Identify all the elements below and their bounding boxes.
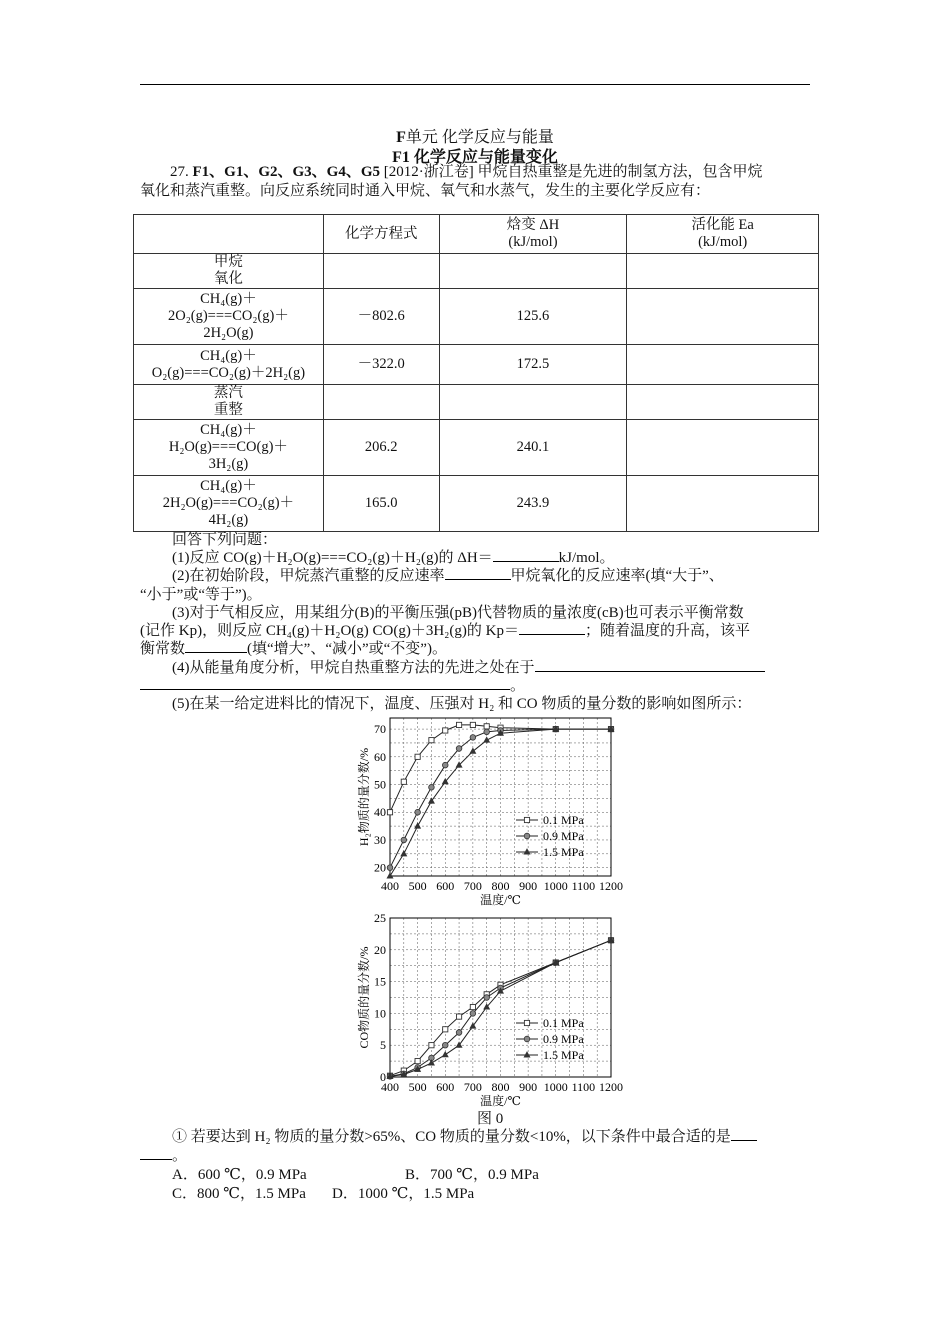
- answer-blank[interactable]: [731, 1140, 757, 1141]
- triangle-marker: [401, 851, 407, 856]
- x-tick-label: 800: [491, 1080, 510, 1094]
- legend-label: 0.9 MPa: [543, 829, 584, 843]
- y-tick-label: 15: [374, 974, 386, 989]
- y-tick-label: 40: [374, 805, 386, 820]
- reaction-equation: CH₄(g)＋ 2H₂O(g)===CO₂(g)＋ 4H₂(g): [134, 476, 324, 532]
- circle-marker: [470, 1011, 476, 1017]
- circle-marker: [429, 784, 435, 790]
- x-tick-label: 1200: [599, 879, 623, 893]
- y-tick-label: 60: [374, 749, 386, 764]
- y-tick-label: 30: [374, 832, 386, 847]
- question-2: (2)在初始阶段，甲烷蒸汽重整的反应速率 甲烷氧化的反应速率(填“大于”、: [172, 568, 724, 584]
- x-tick-label: 400: [381, 879, 399, 893]
- co-x-axis-label: 温度/℃: [480, 1094, 521, 1108]
- circle-marker: [470, 735, 476, 741]
- circle-marker: [415, 809, 421, 815]
- x-tick-label: 700: [463, 879, 482, 893]
- x-tick-label: 500: [408, 1080, 427, 1094]
- x-tick-label: 900: [519, 879, 538, 893]
- answer-blank[interactable]: [185, 652, 247, 653]
- circle-marker: [524, 833, 530, 839]
- sub-question-1-cont: 。: [140, 1147, 187, 1165]
- y-tick-label: 70: [374, 722, 386, 737]
- answer-blank[interactable]: [445, 579, 511, 580]
- triangle-marker: [415, 823, 421, 828]
- square-marker: [415, 754, 420, 759]
- answer-blank[interactable]: [519, 634, 585, 635]
- activation-energy-value: 243.9: [439, 476, 627, 532]
- answer-blank[interactable]: [535, 671, 765, 672]
- h2-x-axis-label: 温度/℃: [480, 893, 521, 907]
- enthalpy-value: 206.2: [323, 420, 439, 476]
- x-tick-label: 1100: [571, 1080, 596, 1094]
- square-marker: [524, 1020, 529, 1025]
- x-tick-label: 1000: [543, 1080, 568, 1094]
- square-marker: [456, 1014, 461, 1019]
- header-activation-energy: 活化能 Ea (kJ/mol): [627, 215, 819, 254]
- circle-marker: [456, 1030, 462, 1036]
- co-y-axis-label: CO物质的量分数/%: [357, 946, 371, 1049]
- question-5: (5)在某一给定进料比的情况下，温度、压强对 H₂ 和 CO 物质的量分数的影响如图所示：: [172, 696, 752, 712]
- answer-blank[interactable]: [493, 561, 559, 562]
- y-tick-label: 20: [374, 860, 386, 875]
- enthalpy-value: －322.0: [323, 345, 439, 385]
- circle-marker: [456, 746, 462, 752]
- triangle-marker: [442, 1052, 448, 1057]
- table-row: [134, 254, 819, 289]
- square-marker: [429, 738, 434, 743]
- answer-blank[interactable]: [140, 689, 510, 690]
- figure-caption: 图 0: [477, 1111, 504, 1127]
- x-tick-label: 800: [491, 879, 510, 893]
- co-fraction-chart: [350, 910, 630, 1108]
- circle-marker: [442, 762, 448, 768]
- y-tick-label: 25: [374, 911, 386, 925]
- square-marker: [470, 1004, 475, 1009]
- reaction-equation: CH₄(g)＋ H₂O(g)===CO(g)＋ 3H₂(g): [134, 420, 324, 476]
- square-marker: [456, 722, 461, 727]
- section-title: F1 化学反应与能量变化: [392, 149, 558, 166]
- activation-energy-value: 125.6: [439, 289, 627, 345]
- circle-marker: [484, 995, 490, 1001]
- question-3-cont: (记作 Kp)，则反应 CH₄(g)＋H₂O(g) CO(g)＋3H₂(g)的 Kp＝ ；随着温度的升高，该平: [140, 623, 750, 639]
- unit-title: F单元 化学反应与能量: [396, 129, 554, 146]
- x-tick-label: 400: [381, 1080, 399, 1094]
- legend-label: 0.1 MPa: [543, 1016, 584, 1030]
- x-tick-label: 900: [519, 1080, 538, 1094]
- legend-label: 1.5 MPa: [543, 1048, 584, 1062]
- circle-marker: [484, 729, 490, 735]
- option-c[interactable]: C．800 ℃，1.5 MPa: [172, 1186, 306, 1202]
- square-marker: [484, 724, 489, 729]
- y-tick-label: 50: [374, 777, 386, 792]
- answers-lead: 回答下列问题：: [172, 532, 278, 548]
- h2-fraction-chart: [350, 712, 630, 907]
- header-equation: 化学方程式: [323, 215, 439, 254]
- square-marker: [401, 779, 406, 784]
- question-intro-line-1: 27. F1、G1、G2、G3、G4、G5 [2012·浙江卷] 甲烷自热重整是先进的制氢方法，包含甲烷: [170, 164, 763, 180]
- table-row: [134, 289, 819, 345]
- option-d[interactable]: D．1000 ℃，1.5 MPa: [332, 1186, 475, 1202]
- option-a[interactable]: A．600 ℃，0.9 MPa: [172, 1167, 307, 1183]
- question-intro-line-2: 氧化和蒸汽重整。向反应系统同时通入甲烷、氧气和水蒸气，发生的主要化学反应有：: [140, 183, 711, 199]
- question-4: (4)从能量角度分析，甲烷自热重整方法的先进之处在于: [172, 659, 765, 677]
- circle-marker: [524, 1036, 530, 1042]
- legend-label: 0.9 MPa: [543, 1032, 584, 1046]
- table-header-row: [134, 215, 819, 254]
- square-marker: [443, 1027, 448, 1032]
- legend-label: 0.1 MPa: [543, 813, 584, 827]
- question-3-cont2: 衡常数 (填“增大”、“减小”或“不变”)。: [140, 641, 447, 657]
- circle-marker: [442, 1042, 448, 1048]
- h2-y-axis-label: H₂物质的量分数/%: [357, 747, 371, 847]
- circle-marker: [387, 865, 393, 871]
- group-methane-oxidation: 甲烷 氧化: [134, 254, 324, 289]
- header-enthalpy: 焓变 ΔH (kJ/mol): [439, 215, 627, 254]
- x-tick-label: 600: [436, 1080, 455, 1094]
- y-tick-label: 10: [374, 1006, 386, 1021]
- table-row: [134, 476, 819, 532]
- reaction-equation: CH₄(g)＋ O₂(g)===CO₂(g)＋2H₂(g): [134, 345, 324, 385]
- y-tick-label: 5: [380, 1038, 386, 1053]
- square-marker: [443, 728, 448, 733]
- x-tick-label: 1200: [599, 1080, 623, 1094]
- circle-marker: [401, 837, 407, 843]
- x-tick-label: 600: [436, 879, 455, 893]
- square-marker: [470, 722, 475, 727]
- x-tick-label: 1100: [571, 879, 596, 893]
- x-tick-label: 1000: [543, 879, 568, 893]
- square-marker: [415, 1059, 420, 1064]
- question-4-cont: 。: [140, 677, 525, 695]
- question-1: (1)反应 CO(g)＋H₂O(g)===CO₂(g)＋H₂(g)的 ΔH＝ kJ/mol。: [172, 550, 615, 566]
- group-steam-reforming: 蒸汽 重整: [134, 385, 324, 420]
- x-tick-label: 700: [463, 1080, 482, 1094]
- answer-blank[interactable]: [140, 1159, 172, 1160]
- option-b[interactable]: B．700 ℃，0.9 MPa: [405, 1167, 539, 1183]
- y-tick-label: 20: [374, 942, 386, 957]
- triangle-marker: [428, 1060, 434, 1065]
- legend-label: 1.5 MPa: [543, 845, 584, 859]
- question-2-cont: “小于”或“等于”)。: [140, 587, 262, 603]
- sub-question-1: ① 若要达到 H₂ 物质的量分数>65%、CO 物质的量分数<10%，以下条件中最合适的是: [172, 1128, 757, 1146]
- top-rule: [140, 84, 810, 85]
- square-marker: [429, 1043, 434, 1048]
- activation-energy-value: 240.1: [439, 420, 627, 476]
- enthalpy-value: 165.0: [323, 476, 439, 532]
- triangle-marker: [470, 748, 476, 753]
- question-3: (3)对于气相反应，用某组分(B)的平衡压强(pB)代替物质的量浓度(cB)也可表示平衡常数: [172, 605, 744, 621]
- table-row: [134, 385, 819, 420]
- table-row: [134, 420, 819, 476]
- square-marker: [524, 817, 529, 822]
- y-tick-label: 0: [380, 1070, 386, 1084]
- activation-energy-value: 172.5: [439, 345, 627, 385]
- enthalpy-value: －802.6: [323, 289, 439, 345]
- reaction-equation: CH₄(g)＋ 2O₂(g)===CO₂(g)＋ 2H₂O(g): [134, 289, 324, 345]
- square-marker: [387, 810, 392, 815]
- reaction-table: [133, 214, 819, 532]
- table-row: [134, 345, 819, 385]
- x-tick-label: 500: [408, 879, 427, 893]
